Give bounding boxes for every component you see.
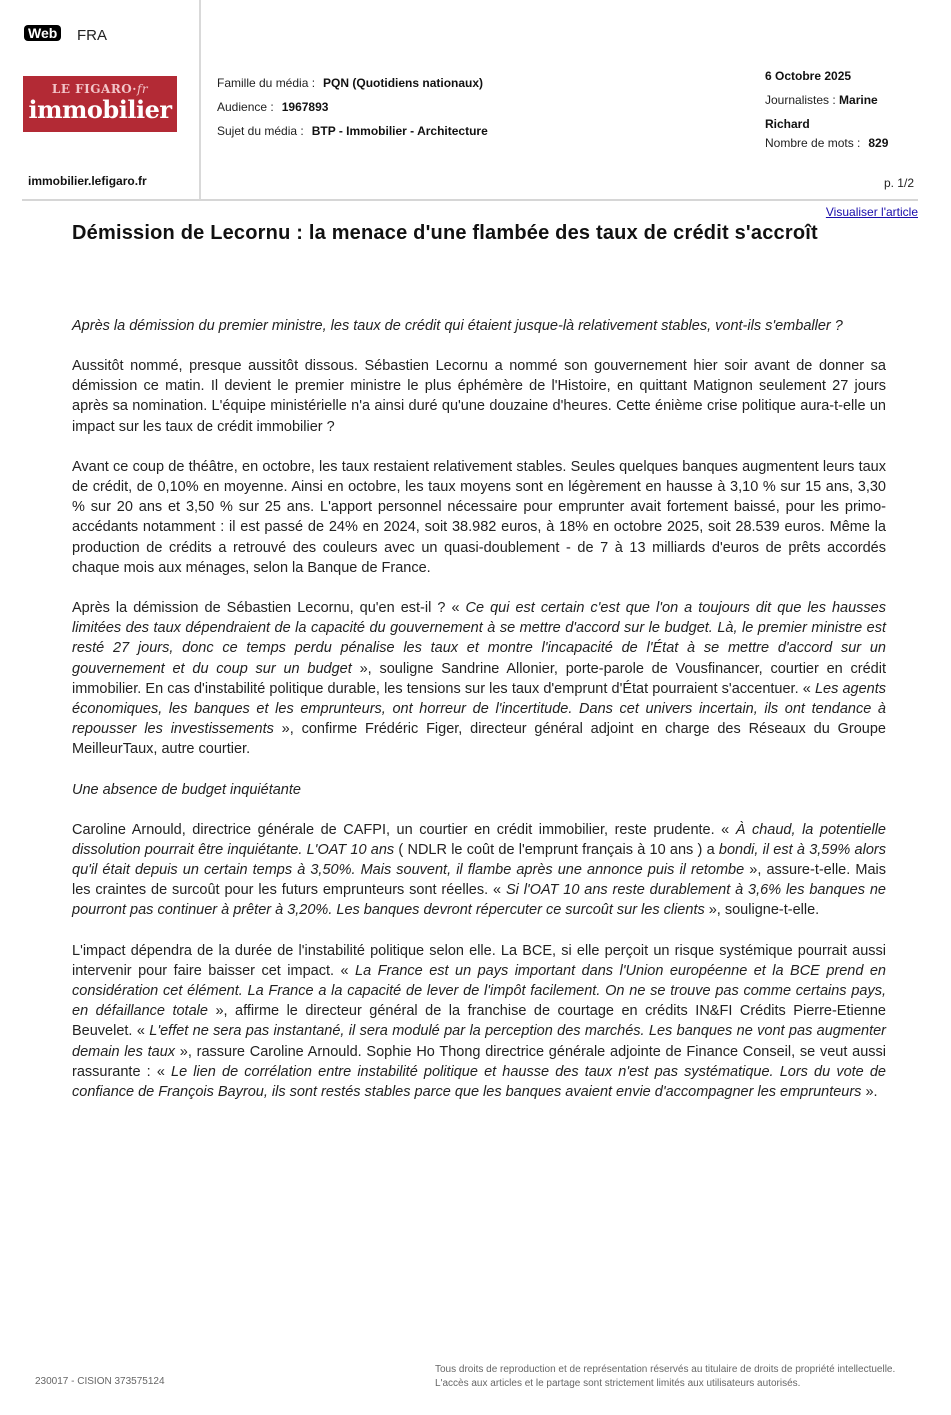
article-paragraph: L'impact dépendra de la durée de l'instabilité politique selon elle. La BCE, si elle perçoit un risque systémique pourrait aussi intervenir pour faire baisser cet impact. « La France est un pays important dans l'Union européenne et la BCE prend en considération cet élément. La France a la capacité de lever de l'impôt facilement. On ne se trouve pas comme certains pays, en défaillance totale », affirme le directeur général de la franchise de courtage en crédits IN&FI Crédits Pierre-Etienne Beuvelet. « L'effet ne sera pas instantané, il sera modulé par la perception des marchés. Les banques ne vont pas augmenter demain les taux », rassure Caroline Arnould. Sophie Ho Thong directrice générale adjointe de Finance Conseil, se veut aussi rassurante : « Le lien de corrélation entre instabilité politique et hausse des taux n'est pas systématique. Lors du vote de confiance de François Bayrou, ils sont restés stables parce que les banques avaient envie d'accompagner les emprunteurs ». [72,942,887,1101]
audience-label: Audience : [217,100,274,114]
rights-line-2: L'accès aux articles et le partage sont strictement limités aux utilisateurs autorisés. [435,1378,801,1389]
article-paragraph: Après la démission de Sébastien Lecornu, qu'en est-il ? « Ce qui est certain c'est que l'on a toujours dit que les hausses limitées des taux dépendraient de la capacité du gouvernement à se mettre d'accord sur le budget. Là, le premier ministre est resté 27 jours, donc ce temps perdu pénalise les taux et montre l'incapacité de l'État à se mettre d'accord sur un gouvernement et du coup sur un budget », souligne Sandrine Allonier, porte-parole de Vousfinancer, courtier en crédit immobilier. En cas d'instabilité politique durable, les tensions sur les taux d'emprunt d'État pourraient s'accentuer. « Les agents économiques, les banques et les emprunteurs, ont horreur de l'incertitude. Dans cet univers incertain, ils ont tendance à repousser les investissements », confirme Frédéric Figer, directeur général adjoint en charge des Réseaux du Groupe MeilleurTaux, autre courtier. [72,600,887,758]
media-family-value: PQN (Quotidiens nationaux) [323,76,484,90]
header-vertical-divider [199,0,201,200]
web-badge: Web [24,25,61,41]
publication-date: 6 Octobre 2025 [765,69,852,83]
journalists-label: Journalistes : [765,93,836,107]
quote: À chaud, la potentielle dissolution pourrait être inquiétante. L'OAT 10 ans [72,821,886,858]
article-lead: Après la démission du premier ministre, les taux de crédit qui étaient jusque-là relativement stables, vont-ils s'emballer ? [72,318,843,334]
rights-line-1: Tous droits de reproduction et de représentation réservés au titulaire de droits de propriété intellectuelle. [435,1364,896,1375]
audience [217,100,328,114]
media-subject-value: BTP - Immobilier - Architecture [311,124,488,138]
article-paragraph: Aussitôt nommé, presque aussitôt dissous. Sébastien Lecornu a nommé son gouvernement hier soir avant de donner sa démission ce matin. Il devient le premier ministre le plus éphémère de l'Histoire, en quittant Matignon seulement 27 jours après sa nomination. L'équipe ministérielle n'a ainsi duré qu'une douzaine d'heures. Cette énième crise politique aura-t-elle un impact sur les taux de crédit immobilier ? [72,358,886,435]
media-subject [217,124,488,138]
media-subject-label: Sujet du média : [217,124,304,138]
article-subheading: Une absence de budget inquiétante [72,781,301,798]
audience-value: 1967893 [281,100,329,114]
quote: bondi, il est à 3,59% alors qu'il était depuis un certain temps à 3,50%. Mais souvent, il flambe après une annonce puis il retombe [72,841,886,879]
language-label: FRA [77,27,107,44]
article-paragraph: Avant ce coup de théâtre, en octobre, les taux restaient relativement stables. Seules quelques banques augmentent leurs taux de crédit, de 0,10% en moyenne. Ainsi en octobre, les taux moyens sont en légèrement en hausse à 3,10 % sur 15 ans, 3,30 % sur 20 ans et 3,50 % sur 25 ans. L'apport personnel nécessaire pour emprunter avait fortement baissé, pour les primo-accédants notamment : il est passé de 24% en 2024, soit 38.982 euros, à 18% en octobre 2025, soit 28.539 euros. Même la production de crédits a retrouvé des couleurs avec un quasi-doublement - de 7 à 13 milliards d'euros de prêts accordés chaque mois aux ménages, selon la Banque de France. [72,458,886,576]
page-number: p. 1/2 [883,176,914,190]
quote: Le lien de corrélation entre instabilité politique et hausse des taux n'est pas systématique. Lors du vote de confiance de François Bayrou, ils sont restés stables parce que les banques avaient envie d'accompagner les emprunteurs [72,1063,887,1101]
logo-line-2: immobilier [28,95,172,124]
article-title: Démission de Lecornu : la menace d'une flambée des taux de crédit s'accroît [72,222,818,244]
journalists [765,93,878,107]
header-horizontal-divider [22,199,918,201]
logo-line-1: LE FIGARO·fr [51,82,149,96]
word-count-value: 829 [868,136,889,150]
site-url: immobilier.lefigaro.fr [28,174,147,188]
quote: Les agents économiques, les banques et les emprunteurs, ont horreur de l'incertitude. Dans cet univers incertain, ils ont tendance à repousser les investissements [72,680,886,738]
journalists-value: Marine [839,93,878,107]
word-count [765,136,888,150]
article [72,222,886,1102]
quote: Ce qui est certain c'est que l'on a toujours dit que les hausses limitées des taux dépendraient de la capacité du gouvernement à se mettre d'accord sur le budget. Là, le premier ministre est resté 27 jours, donc ce temps perdu pénalise les taux et montre l'incapacité de l'État à se mettre d'accord sur un gouvernement et du coup sur un budget [72,600,887,677]
view-article-link[interactable]: Visualiser l'article [825,205,918,219]
media-family-label: Famille du média : [217,76,316,90]
word-count-label: Nombre de mots : [765,136,861,150]
quote: L'effet ne sera pas instantané, il sera modulé par la perception des marchés. Les banques ne vont pas augmenter demain les taux [72,1023,887,1060]
footer-reference: 230017 - CISION 373575124 [35,1376,165,1387]
quote: Si l'OAT 10 ans reste durablement à 3,6% les banques ne pourront pas continuer à prêter à 3,20%. Les banques devront répercuter ce surcoût sur les clients [72,882,886,919]
journalists-value-continued: Richard [765,117,810,131]
quote: La France est un pays important dans l'Union européenne et la BCE prend en considération cet élément. La France a la capacité de lever de l'impôt facilement. On ne se trouve pas comme certains pays, en défaillance totale [72,962,886,1020]
media-family [217,76,483,90]
article-paragraph: Caroline Arnould, directrice générale de CAFPI, un courtier en crédit immobilier, reste prudente. « À chaud, la potentielle dissolution pourrait être inquiétante. L'OAT 10 ans ( NDLR le coût de l'emprunt français à 10 ans ) a bondi, il est à 3,59% alors qu'il était depuis un certain temps à 3,50%. Mais souvent, il flambe après une annonce puis il retombe », assure-t-elle. Mais les craintes de surcoût pour les futurs emprunteurs sont réelles. « Si l'OAT 10 ans reste durablement à 3,6% les banques ne pourront pas continuer à prêter à 3,20%. Les banques devront répercuter ce surcoût sur les clients », souligne-t-elle. [72,821,886,919]
le-figaro-immobilier-logo [23,76,177,132]
footer-rights [435,1363,895,1391]
